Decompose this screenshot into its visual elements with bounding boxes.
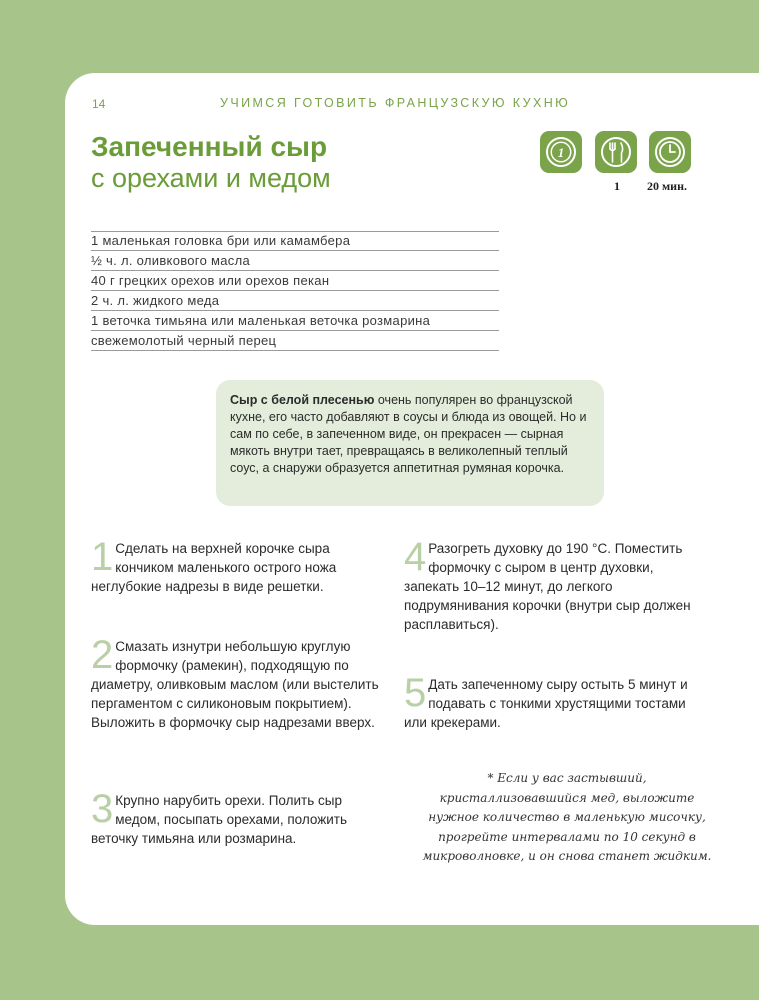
servings-value: 1 bbox=[614, 179, 620, 193]
recipe-subtitle: с орехами и медом bbox=[91, 163, 331, 193]
ingredient-item: ½ ч. л. оливкового масла bbox=[91, 252, 499, 271]
book-page bbox=[65, 73, 759, 925]
clock-icon bbox=[649, 131, 691, 173]
step-number: 1 bbox=[91, 535, 114, 579]
step-number: 5 bbox=[404, 671, 427, 715]
time-value: 20 мин. bbox=[647, 179, 688, 193]
step-number: 4 bbox=[404, 535, 427, 579]
step-4 bbox=[404, 535, 694, 634]
tip-bold: Сыр с белой плесенью bbox=[230, 393, 375, 407]
step-5 bbox=[404, 671, 694, 732]
step-2 bbox=[91, 633, 381, 732]
ingredient-item: 2 ч. л. жидкого меда bbox=[91, 292, 499, 311]
step-3 bbox=[91, 787, 381, 848]
tip-box bbox=[216, 380, 604, 506]
tip-text: очень популярен во французской кухне, его часто добавляют в соусы и блюда из овощей. Но и сам по себе, в запеченном виде, он прекрасен — сырная мякоть внутри тает, превращаясь в великолепный теплый соус, а снаружи образуется аппетитная румяная корочка. bbox=[230, 393, 587, 475]
running-head: УЧИМСЯ ГОТОВИТЬ ФРАНЦУЗСКУЮ КУХНЮ bbox=[220, 96, 571, 110]
step-text: Дать запеченному сыру остыть 5 минут и подавать с тонкими хрустящими тостами или крекерами. bbox=[404, 677, 688, 730]
svg-text:1: 1 bbox=[557, 145, 565, 160]
step-text: Крупно нарубить орехи. Полить сыр медом, посыпать орехами, положить веточку тимьяна или розмарина. bbox=[91, 793, 348, 846]
ingredient-item: свежемолотый черный перец bbox=[91, 332, 499, 351]
ingredient-list bbox=[91, 231, 499, 352]
fork-knife-icon bbox=[595, 131, 637, 173]
step-number: 2 bbox=[91, 633, 114, 677]
ingredient-item: 40 г грецких орехов или орехов пекан bbox=[91, 272, 499, 291]
step-text: Разогреть духовку до 190 °С. Поместить формочку с сыром в центр духовки, запекать 10–12 минут, до легкого подрумянивания корочки (внутри сыр должен расплавиться). bbox=[404, 541, 691, 632]
step-1 bbox=[91, 535, 381, 596]
number-one-icon bbox=[540, 131, 582, 173]
ingredient-item: 1 веточка тимьяна или маленькая веточка розмарина bbox=[91, 312, 499, 331]
step-text: Сделать на верхней корочке сыра кончиком маленького острого ножа неглубокие надрезы в виде решетки. bbox=[91, 541, 337, 594]
step-number: 3 bbox=[91, 787, 114, 831]
ingredient-item: 1 маленькая головка бри или камамбера bbox=[91, 231, 499, 251]
recipe-title: Запеченный сыр bbox=[91, 131, 328, 162]
page-number: 14 bbox=[92, 97, 106, 111]
honey-note: * Если у вас застывший, кристаллизовавшийся мед, выложите нужное количество в маленькую мисочку, прогрейте интервалами по 10 секунд в микроволновке, и он снова станет жидким. bbox=[422, 771, 712, 863]
step-text: Смазать изнутри небольшую круглую формочку (рамекин), подходящую по диаметру, оливковым маслом (или выстелить пергаментом с силиконовым покрытием). Выложить в формочку сыр надрезами вверх. bbox=[91, 639, 379, 730]
